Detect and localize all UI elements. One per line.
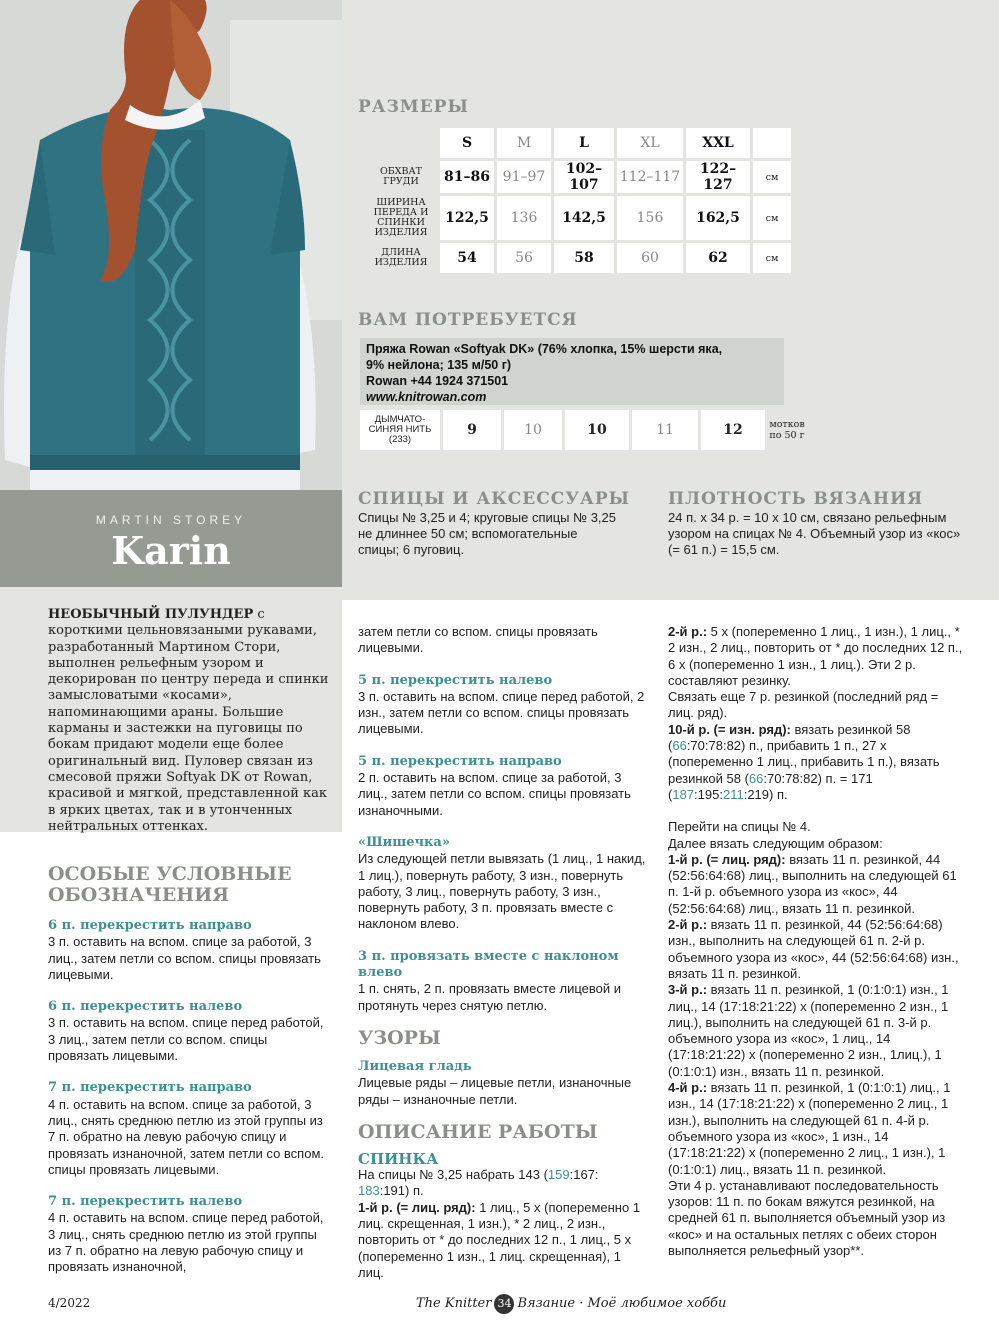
footer-masthead <box>416 1294 726 1314</box>
issue-number: 4/2022 <box>48 1296 91 1310</box>
abbrev-title: 6 п. перекрестить налево <box>48 999 243 1015</box>
column-2 <box>358 624 650 1281</box>
continued-text: затем петли со вспом. спицы провязать лицевыми. <box>358 624 598 656</box>
qty-cell: 9 <box>443 410 501 450</box>
size-cell: 60 <box>617 243 683 273</box>
row-2: 2-й р.: 5 х (попеременно 1 лиц., 1 изн.), 1 лиц., * 2 изн., 2 лиц., повторить от * до последних 12 п., 6 х (попеременно 1 изн., 1 лиц.). Эти 2 р. составляют резинку. <box>668 624 963 688</box>
page-number: 34 <box>494 1294 514 1314</box>
vest-illustration <box>0 0 342 490</box>
continue-note: Далее вязать следующим образом: <box>668 835 883 851</box>
row-label: ШИРИНА ПЕРЕДА И СПИНКИ ИЗДЕЛИЯ <box>373 197 429 238</box>
model-photo <box>0 0 342 490</box>
back-cast-on: На спицы № 3,25 набрать 143 (159:167: 183:191) п. <box>358 1167 599 1199</box>
abbrev-text: 1 п. снять, 2 п. провязать вместе лицевой и протянуть через снятую петлю. <box>358 981 622 1013</box>
abbrev-text: 3 п. оставить на вспом. спице перед работой, 2 изн., затем петли со вспом. спицы провязать лицевыми. <box>358 688 645 737</box>
unit-cell: см <box>753 161 791 193</box>
abbreviations-column <box>48 864 330 1276</box>
stockinette-title: Лицевая гладь <box>358 1058 472 1074</box>
ribbing-note: Связать еще 7 р. резинкой (последний ряд = лиц. ряд). <box>668 689 939 721</box>
qty-cell: 10 <box>565 410 629 450</box>
designer-name: MARTIN STOREY <box>95 513 247 527</box>
size-cell: 136 <box>497 196 551 240</box>
abbrev-title: 5 п. перекрестить налево <box>358 672 553 688</box>
row-label: ОБХВАТ ГРУДИ <box>379 166 423 187</box>
row-1: 1-й р. (= лиц. ряд): 1 лиц., 5 х (попеременно 1 лиц. скрещенная, 1 изн.), * 2 лиц., 2 изн., повторить от * до последних 12 п., 1 лиц., 5 х (попеременно 1 изн., 1 лиц. скрещенная), 1 лиц. <box>358 1199 641 1280</box>
abbrev-text: 3 п. оставить на вспом. спице за работой, 3 лиц., затем петли со вспом. спицы провязать лицевыми. <box>48 934 321 982</box>
qty-cell: 11 <box>632 410 698 450</box>
sequence-note: Эти 4 р. устанавливают последовательность узоров: 11 п. по бокам вяжутся резинкой, на средней 61 п. выполняется объемный узор из «кос» и на остальных петлях с обеих сторон выполняется рельефный узор**. <box>668 1177 946 1258</box>
sizes-heading: РАЗМЕРЫ <box>358 97 469 117</box>
abbrev-text: Из следующей петли вывязать (1 лиц., 1 накид, 1 лиц.), повернуть работу, 3 изн., повернуть работу, 3 лиц., повернуть работу, 3 изн., повернуть работу, 3 п. провязать вместе с наклоном влево. <box>358 851 646 932</box>
pattern-title: Karin <box>111 528 231 573</box>
patterns-heading: УЗОРЫ <box>358 1026 441 1049</box>
size-cell: 62 <box>686 243 750 273</box>
pattern-row: 2-й р.: вязать 11 п. резинкой, 44 (52:56:64:68) изн., выполнить на следующей 61 п. 2-й р. объемного узора из «кос», 44 (52:56:64:68) изн., вязать 11 п. резинкой. <box>668 917 959 981</box>
size-header: S <box>440 128 494 158</box>
size-cell: 156 <box>617 196 683 240</box>
gauge-heading: ПЛОТНОСТЬ ВЯЗАНИЯ <box>668 489 924 509</box>
needles-heading: СПИЦЫ И АКСЕССУАРЫ <box>358 489 631 509</box>
row-10: 10-й р. (= изн. ряд): вязать резинкой 58 (66:70:78:82) п., прибавить 1 п., 27 х (попеременно 1 лиц., прибавить 1 п.), вязать резинкой 58 (66:70:78:82) п. = 171 (187:195:211:219) п. <box>668 721 940 802</box>
materials-heading: ВАМ ПОТРЕБУЕТСЯ <box>358 310 578 330</box>
column-3 <box>668 624 964 1259</box>
abbrev-title: 5 п. перекрестить направо <box>358 753 562 769</box>
unit-cell: см <box>753 196 791 240</box>
sizes-row <box>365 196 791 240</box>
size-cell: 91–97 <box>497 161 551 193</box>
magazine-name: The Knitter <box>416 1296 492 1311</box>
size-cell: 162,5 <box>686 196 750 240</box>
abbrev-text: 4 п. оставить на вспом. спице перед работой, 3 лиц., снять среднюю петлю из этой группы из 7 п. обратно на левую рабочую спицу и провязать изнаночной, <box>48 1210 324 1275</box>
abbrev-text: 2 п. оставить на вспом. спице за работой, 3 лиц., затем петли со вспом. спицы провязать изнаночными. <box>358 770 631 818</box>
size-cell: 54 <box>440 243 494 273</box>
work-heading: ОПИСАНИЕ РАБОТЫ <box>358 1120 598 1143</box>
abbrev-title: 3 п. провязать вместе с наклоном влево <box>358 948 619 981</box>
size-cell: 58 <box>554 243 614 273</box>
yarn-line: Пряжа Rowan «Softyak DK» (76% хлопка, 15% шерсти яка, <box>366 342 723 356</box>
magazine-tagline: Вязание · Моё любимое хобби <box>517 1296 727 1311</box>
yarn-info <box>360 338 784 405</box>
back-heading: СПИНКА <box>358 1149 439 1168</box>
abbrev-title: 7 п. перекрестить направо <box>48 1080 252 1096</box>
title-block <box>0 490 342 587</box>
yarn-website-link[interactable]: www.knitrowan.com <box>366 390 487 404</box>
needles-change: Перейти на спицы № 4. <box>668 819 811 835</box>
intro-body: с короткими цельновязаными рукавами, разработанный Мартином Стори, выполнен рельефным узором и декорирован по центру переда и спинки замысловатыми «косами», напоминающими араны. Большие карманы и застежки на пуговицы по бокам придают модели еще более оригинальный вид. Пуловер связан из смесовой пряжи Softyak DK от Rowan, красивой и мягкой, представленной как в ярких цветах, так и в утонченных нейтральных оттенках. <box>48 607 329 834</box>
size-cell: 81–86 <box>440 161 494 193</box>
abbrev-title: 7 п. перекрестить налево <box>48 1194 243 1210</box>
abbrev-title: «Шишечка» <box>358 834 450 850</box>
sizes-header-row <box>365 128 791 158</box>
abbreviations-heading: ОСОБЫЕ УСЛОВНЫЕ ОБОЗНАЧЕНИЯ <box>48 863 292 906</box>
stockinette-text: Лицевые ряды – лицевые петли, изнаночные ряды – изнаночные петли. <box>358 1075 632 1107</box>
size-cell: 122–127 <box>686 161 750 193</box>
size-header: XL <box>617 128 683 158</box>
pattern-row: 4-й р.: вязать 11 п. резинкой, 1 (0:1:0:1) лиц., 1 изн., 14 (17:18:21:22) х (попеременно 2 лиц., 1 изн.), выполнить на следующей 61 п. 4-й р. объемного узора из «кос», 1 изн., 14 (17:18:21:22) х (попеременно 2 лиц., 1 изн.), 1 (0:1:0:1) лиц., вязать 11 п. резинкой. <box>668 1080 951 1177</box>
size-cell: 142,5 <box>554 196 614 240</box>
unit-cell: мотков по 50 г <box>769 419 805 441</box>
needles-text: Спицы № 3,25 и 4; круговые спицы № 3,25 не длиннее 50 см; вспомогательные спицы; 6 пуговиц. <box>358 510 617 557</box>
pattern-row: 3-й р.: вязать 11 п. резинкой, 1 (0:1:0:1) изн., 1 лиц., 14 (17:18:21:22) х (попеременно 2 изн., 1 лиц.), выполнить на следующей 61 п. 3-й р. объемного узора из «кос», 1 лиц., 14 (17:18:21:22) х (попеременно 2 изн., 1лиц.), 1 (0:1:0:1) изн., вязать 11 п. резинкой. <box>668 982 949 1079</box>
size-cell: 102–107 <box>554 161 614 193</box>
qty-cell: 10 <box>504 410 562 450</box>
sizes-row <box>365 243 791 273</box>
yarn-line: 9% нейлона; 135 м/50 г) <box>366 358 512 372</box>
size-cell: 112–117 <box>617 161 683 193</box>
qty-cell: 12 <box>701 410 765 450</box>
unit-cell: см <box>753 243 791 273</box>
size-cell: 56 <box>497 243 551 273</box>
color-label: ДЫМЧАТО-СИНЯЯ НИТЬ (233) <box>360 410 440 450</box>
gauge-text: 24 п. х 34 р. = 10 х 10 см, связано рельефным узором на спицах № 4. Объемный узор из «кос» (= 61 п.) = 15,5 см. <box>668 510 961 557</box>
size-cell: 122,5 <box>440 196 494 240</box>
abbrev-title: 6 п. перекрестить направо <box>48 918 252 933</box>
size-header: XXL <box>686 128 750 158</box>
quantity-table <box>357 407 809 453</box>
yarn-phone: Rowan +44 1924 371501 <box>366 374 509 388</box>
sizes-row <box>365 161 791 193</box>
intro-text <box>48 607 333 835</box>
sizes-table <box>362 125 794 276</box>
abbrev-text: 3 п. оставить на вспом. спице перед работой, 3 лиц., затем петли со вспом. спицы провязать лицевыми. <box>48 1015 324 1064</box>
size-header: L <box>554 128 614 158</box>
abbrev-text: 4 п. оставить на вспом. спице за работой, 3 лиц., снять среднюю петлю из этой группы из 7 п. обратно на левую рабочую спицу и провязать изнаночной, затем петли со вспом. спицы провязать лицевыми. <box>48 1096 324 1177</box>
quantity-row <box>360 410 806 450</box>
size-header: M <box>497 128 551 158</box>
pattern-row: 1-й р. (= лиц. ряд): вязать 11 п. резинкой, 44 (52:56:64:68) лиц., выполнить на следующей 61 п. 1-й р. объемного узора из «кос», 44 (52:56:64:68) лиц., вязать 11 п. резинкой. <box>668 851 957 916</box>
intro-lead: НЕОБЫЧНЫЙ ПУЛУНДЕР <box>48 607 254 622</box>
row-label: ДЛИНА ИЗДЕЛИЯ <box>374 247 428 268</box>
